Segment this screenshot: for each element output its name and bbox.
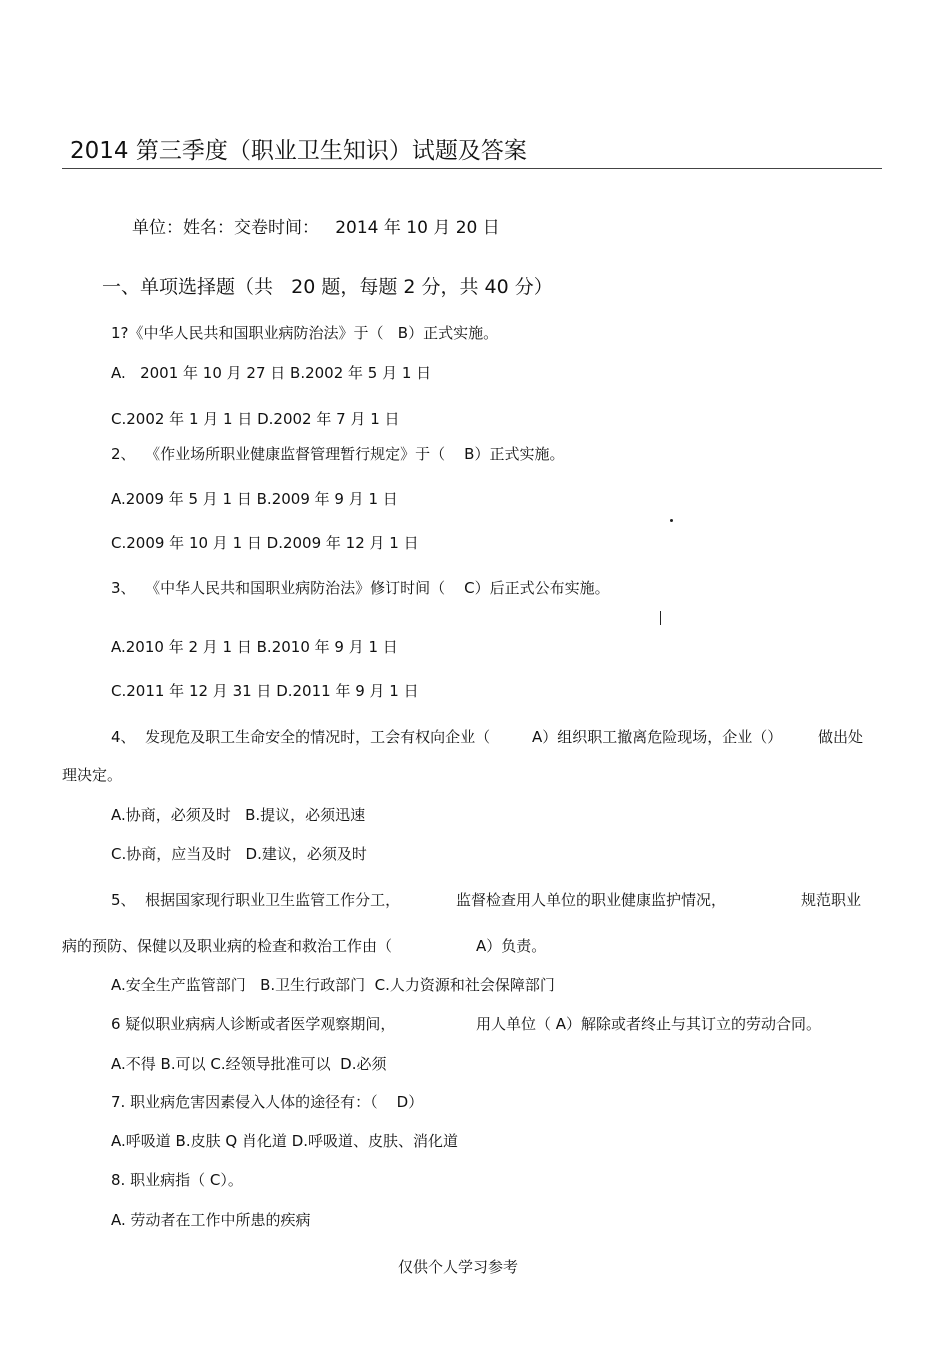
section-heading: 一、单项选择题（共 20 题，每题 2 分，共 40 分） — [102, 276, 553, 298]
question-6-stem-part2: 用人单位（ A）解除或者终止与其订立的劳动合同。 — [476, 1015, 822, 1033]
question-6-options: A.不得 B.可以 C.经领导批准可以 D.必须 — [111, 1055, 387, 1073]
question-2-options-ab: A.2009 年 5 月 1 日 B.2009 年 9 月 1 日 — [111, 490, 398, 508]
question-5-stem-continued-part2: A）负责。 — [476, 937, 547, 955]
question-1-options-cd: C.2002 年 1 月 1 日 D.2002 年 7 月 1 日 — [111, 410, 400, 428]
question-5-stem-part2: 监督检查用人单位的职业健康监护情况， — [456, 891, 727, 909]
question-5-options: A.安全生产监管部门 B.卫生行政部门 C.人力资源和社会保障部门 — [111, 976, 555, 994]
question-5-stem-continued-part1: 病的预防、保健以及职业病的检查和救治工作由（ — [62, 937, 393, 955]
question-5-stem-part1: 5、 根据国家现行职业卫生监管工作分工， — [111, 891, 401, 909]
question-4-stem-part1: 4、 发现危及职工生命安全的情况时，工会有权向企业（ — [111, 728, 491, 746]
question-4-options-ab: A.协商，必须及时 B.提议，必须迅速 — [111, 806, 366, 824]
scan-artifact-mark — [660, 611, 661, 625]
document-title: 2014 第三季度（职业卫生知识）试题及答案 — [70, 138, 527, 164]
question-7-options: A.呼吸道 B.皮肤 Q 肖化道 D.呼吸道、皮肤、消化道 — [111, 1132, 459, 1150]
question-4-options-cd: C.协商，应当及时 D.建议，必须及时 — [111, 845, 367, 863]
scan-artifact-dot — [670, 519, 673, 522]
question-7-stem: 7. 职业病危害因素侵入人体的途径有：（ D） — [111, 1093, 424, 1111]
title-underline — [62, 168, 882, 169]
question-4-stem-part3: 做出处 — [818, 728, 864, 746]
question-3-options-cd: C.2011 年 12 月 31 日 D.2011 年 9 月 1 日 — [111, 682, 419, 700]
question-6-stem-part1: 6 疑似职业病病人诊断或者医学观察期间， — [111, 1015, 396, 1033]
question-5-stem-part3: 规范职业 — [801, 891, 862, 909]
info-line: 单位：姓名：交卷时间： 2014 年 10 月 20 日 — [132, 218, 500, 238]
question-8-stem: 8. 职业病指（ C）。 — [111, 1171, 243, 1189]
question-1-options-ab: A. 2001 年 10 月 27 日 B.2002 年 5 月 1 日 — [111, 364, 432, 382]
question-1-stem: 1?《中华人民共和国职业病防治法》于（ B）正式实施。 — [111, 324, 499, 342]
footer-note: 仅供个人学习参考 — [398, 1258, 519, 1276]
question-8-option-a: A. 劳动者在工作中所患的疾病 — [111, 1211, 311, 1229]
question-3-options-ab: A.2010 年 2 月 1 日 B.2010 年 9 月 1 日 — [111, 638, 398, 656]
question-4-stem-continued: 理决定。 — [62, 766, 123, 784]
question-2-options-cd: C.2009 年 10 月 1 日 D.2009 年 12 月 1 日 — [111, 534, 419, 552]
question-4-stem-part2: A）组织职工撤离危险现场，企业（） — [532, 728, 783, 746]
question-2-stem: 2、 《作业场所职业健康监督管理暂行规定》于（ B）正式实施。 — [111, 445, 565, 463]
question-3-stem: 3、 《中华人民共和国职业病防治法》修订时间（ C）后正式公布实施。 — [111, 579, 610, 597]
